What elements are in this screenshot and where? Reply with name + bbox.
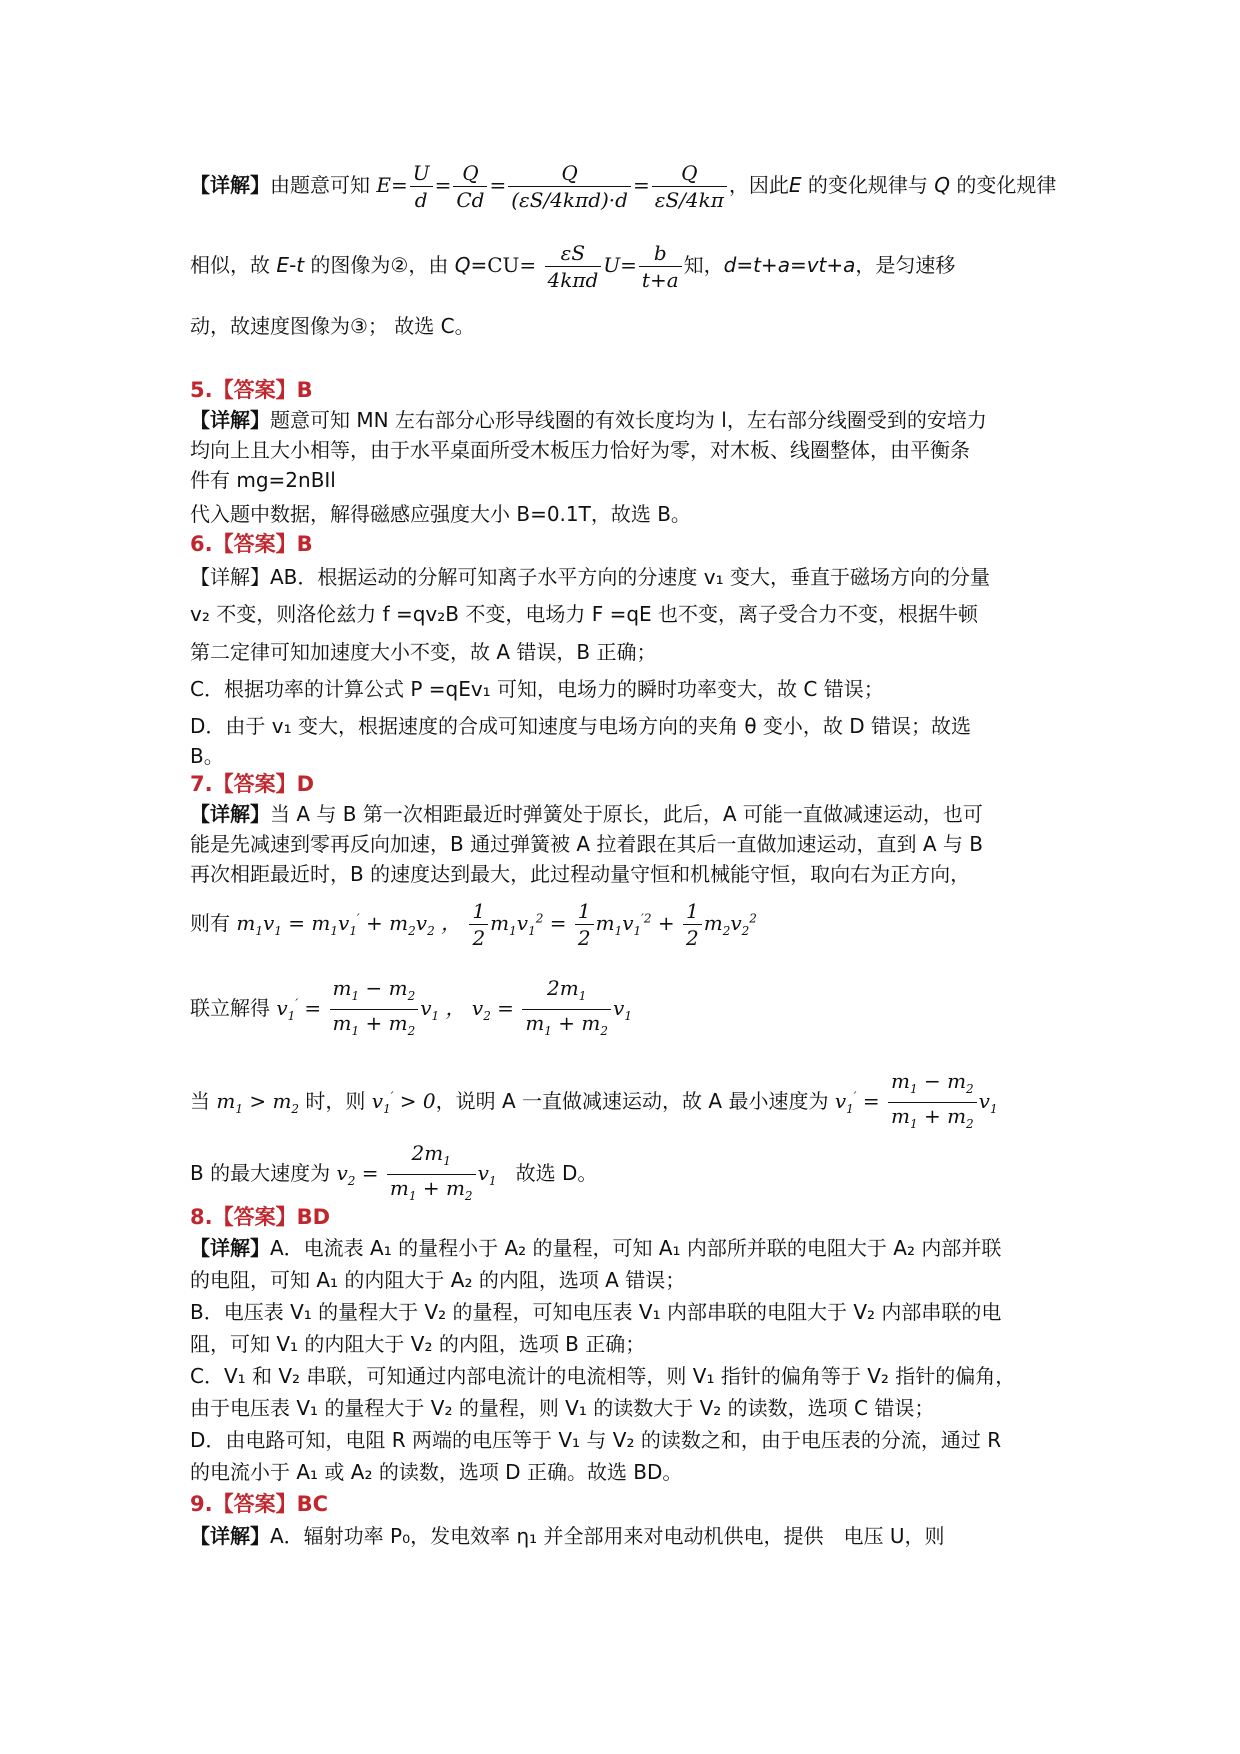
q6-line-5: D．由于 v₁ 变大，根据速度的合成可知速度与电场方向的夹角 θ 变小，故 D 错误；故选 <box>190 714 972 738</box>
q7-line-3: 再次相距最近时，B 的速度达到最大，此过程动量守恒和机械能守恒，取向右为正方向， <box>190 862 971 886</box>
q8-line-7: D．由电路可知，电阻 R 两端的电压等于 V₁ 与 V₂ 的读数之和，由于电压表的分流，通过 R <box>190 1428 1002 1452</box>
q9-answer-heading: 9.【答案】BC <box>190 1492 329 1516</box>
q8-line-8: 的电流小于 A₁ 或 A₂ 的读数，选项 D 正确。故选 BD。 <box>190 1460 683 1484</box>
solved-velocities: $v_1'$ = $\frac{m_1 - m_2}{m_1 + m_2}$ $v_1$ ， $v_2$ = $\frac{2m_1}{m_1 + m_2}$ $v_1$ <box>276 976 632 1038</box>
q8-line-2: 的电阻，可知 A₁ 的内阻大于 A₂ 的内阻，选项 A 错误； <box>190 1268 686 1292</box>
q4-explanation-line-2: 相似，故 E-t 的图像为②，由 Q=CU= $\frac{\varepsilon S}{\text{4kπd}}$ U= $\frac{b}{t+a}$ 知，d=t+a=vt+a，是匀速移 <box>190 241 956 292</box>
q7-line-4: 则有 $m_1v_1 = m_1v_1' + m_2v_2$ ， $\frac{1}{2}$ $m_1v_1^2$ = $\frac{1}{2}$ $m_1v_1^{'2}$ + $\frac{1}{2}$ $m_2v_2^2$ <box>190 899 757 950</box>
q7-line-6: 当 $m_1 > m_2$ 时，则 $v_1' > 0$，说明 A 一直做减速运动，故 A 最小速度为 $v_1'$ = $\frac{m_1 - m_2}{m_1 + m_2}$ $v_1$ <box>190 1068 998 1128</box>
momentum-energy-equations: $m_1v_1 = m_1v_1' + m_2v_2$ ， $\frac{1}{2}$ $m_1v_1^2$ = $\frac{1}{2}$ $m_1v_1^{'2}$ + $\frac{1}{2}$ $m_2v_2^2$ <box>236 899 757 950</box>
charge-formula: $\frac{\varepsilon S}{\text{4kπd}}$ U= $\frac{b}{t+a}$ <box>543 240 684 293</box>
q5-line-3: 件有 mg=2nBIl <box>190 468 336 492</box>
detail-tag: 【详解】 <box>190 173 270 197</box>
q6-line-4: C．根据功率的计算公式 P =qEv₁ 可知，电场力的瞬时功率变大，故 C 错误； <box>190 677 884 701</box>
max-velocity-formula: $v_2$ = $\frac{2m_1}{m_1 + m_2}$ $v_1$ <box>336 1141 497 1203</box>
q8-answer-heading: 8.【答案】BD <box>190 1205 331 1229</box>
q7-line-2: 能是先减速到零再反向加速，B 通过弹簧被 A 拉着跟在其后一直做加速运动，直到 A 与 B <box>190 832 983 856</box>
q6-line-1: 【详解】AB．根据运动的分解可知离子水平方向的分速度 v₁ 变大，垂直于磁场方向的分量 <box>190 565 990 589</box>
q5-answer-heading: 5.【答案】B <box>190 378 313 402</box>
q5-line-4: 代入题中数据，解得磁感应强度大小 B=0.1T，故选 B。 <box>190 502 691 526</box>
q8-line-4: 阻，可知 V₁ 的内阻大于 V₂ 的内阻，选项 B 正确； <box>190 1332 646 1356</box>
q6-answer-heading: 6.【答案】B <box>190 532 313 556</box>
q8-line-1: 【详解】A．电流表 A₁ 的量程小于 A₂ 的量程，可知 A₁ 内部所并联的电阻大于 A₂ 内部并联 <box>190 1236 1002 1260</box>
min-velocity-formula: $v_1'$ = $\frac{m_1 - m_2}{m_1 + m_2}$ $v_1$ <box>834 1069 998 1131</box>
q7-answer-heading: 7.【答案】D <box>190 772 315 796</box>
q7-line-1: 【详解】当 A 与 B 第一次相距最近时弹簧处于原长，此后，A 可能一直做减速运动，也可 <box>190 802 983 826</box>
q7-line-5: 联立解得 $v_1'$ = $\frac{m_1 - m_2}{m_1 + m_2}$ $v_1$ ， $v_2$ = $\frac{2m_1}{m_1 + m_2}$ $v_1$ <box>190 975 632 1035</box>
q4-explanation-line-3: 动，故速度图像为③； 故选 C。 <box>190 314 475 338</box>
q6-line-3: 第二定律可知加速度大小不变，故 A 错误，B 正确； <box>190 640 657 664</box>
q4-explanation-line-1: 【详解】由题意可知 E= $\frac{U}{d}$ = $\frac{Q}{Cd}$ = $\frac{Q}{\text{(εS/4kπd)·d}}$ = $\frac{Q}{\varepsilon S/4k\pi}$ ，因此E 的变化规律与 Q 的变化规律 <box>190 161 1057 212</box>
q9-line-1: 【详解】A．辐射功率 P₀，发电效率 η₁ 并全部用来对电动机供电，提供 电压 U，则 <box>190 1524 945 1548</box>
q6-line-2: v₂ 不变，则洛伦兹力 f =qv₂B 不变，电场力 F =qE 也不变，离子受合力不变，根据牛顿 <box>190 602 979 626</box>
q7-line-7: B 的最大速度为 $v_2$ = $\frac{2m_1}{m_1 + m_2}$ $v_1$ 故选 D。 <box>190 1140 597 1200</box>
q8-line-5: C．V₁ 和 V₂ 串联，可知通过内部电流计的电流相等，则 V₁ 指针的偏角等于 V₂ 指针的偏角， <box>190 1364 1016 1388</box>
capacitor-field-formula: E= $\frac{U}{d}$ = $\frac{Q}{Cd}$ = $\frac{Q}{\text{(εS/4kπd)·d}}$ = $\frac{Q}{\varepsilon S/4k\pi}$ <box>376 160 729 213</box>
q8-line-3: B．电压表 V₁ 的量程大于 V₂ 的量程，可知电压表 V₁ 内部串联的电阻大于 V₂ 内部串联的电 <box>190 1300 1002 1324</box>
q5-line-1: 【详解】题意可知 MN 左右部分心形导线圈的有效长度均为 l，左右部分线圈受到的安培力 <box>190 408 987 432</box>
q5-line-2: 均向上且大小相等，由于水平桌面所受木板压力恰好为零，对木板、线圈整体，由平衡条 <box>190 438 970 462</box>
q8-line-6: 由于电压表 V₁ 的量程大于 V₂ 的量程，则 V₁ 的读数大于 V₂ 的读数，选项 C 错误； <box>190 1396 935 1420</box>
q6-line-6: B。 <box>190 744 224 768</box>
